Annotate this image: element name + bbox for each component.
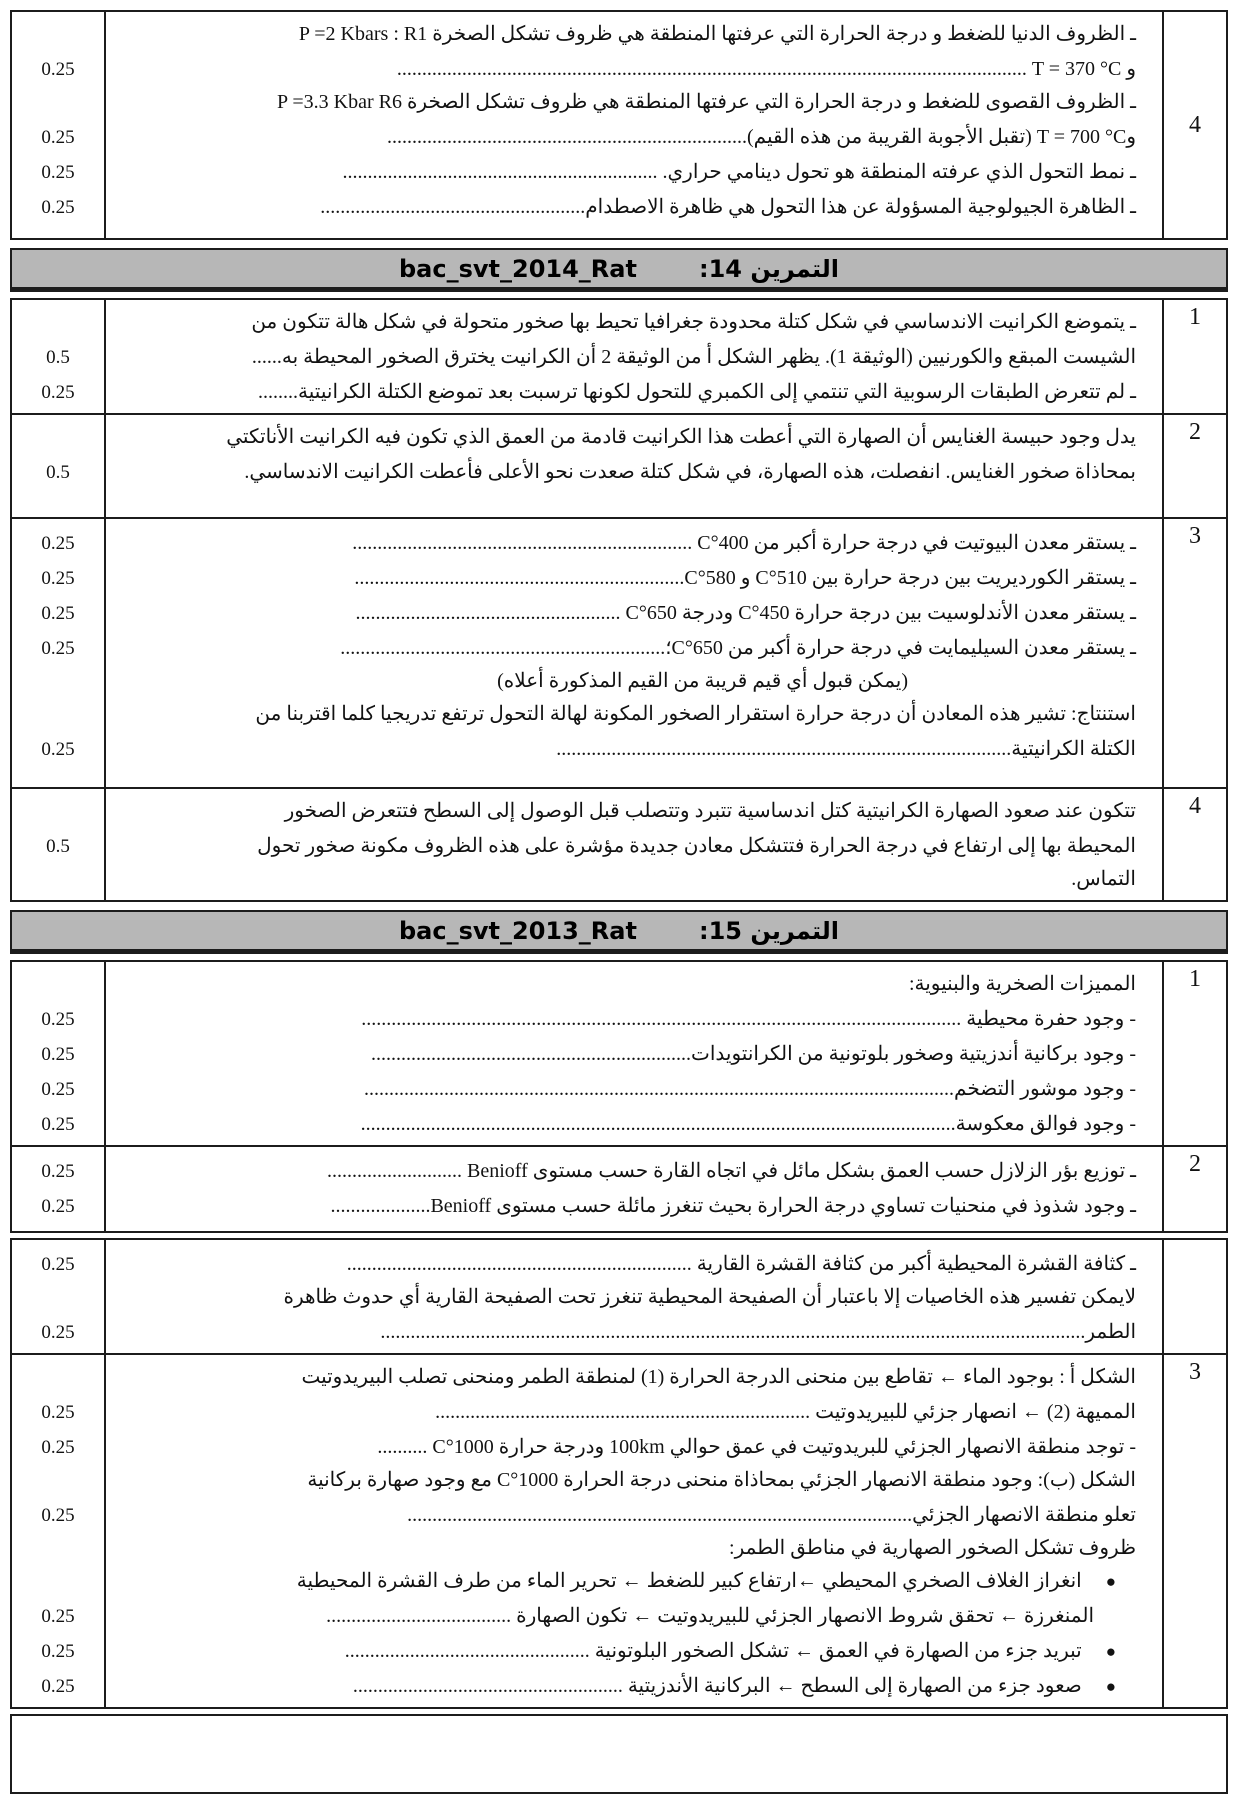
answer-text: - وجود بركانية أندزيتية وصخور بلوتونية من الكرانتويدات................................................................ [371,1043,1136,1065]
answer-line [12,306,1162,339]
answer-lines [12,415,1162,517]
answer-text: - وجود حفرة محيطية ........................................................................................................................ [361,1008,1136,1030]
answer-text: - توجد منطقة الانصهار الجزئي للبريدوتيت في عمق حوالي 100km ودرجة حرارة 1000°C .......... [377,1436,1136,1458]
question-number: 3 [1162,519,1226,787]
bullet-icon: ● [1105,1572,1116,1591]
score-value: 0.25 [41,162,75,183]
score-value: 0.5 [46,347,70,368]
table-row [12,1240,1226,1353]
answer-line [12,18,1162,51]
score-value [12,685,104,687]
table-row [12,1145,1226,1231]
score-value: 0.25 [41,197,75,218]
answer-line [12,51,1162,86]
answer-text: تعلو منطقة الانصهار الجزئي..................................................................................................... [407,1504,1136,1526]
exercise-source: bac_svt_2014_Rat [399,254,637,283]
answer-text: و T = 370 °C .............................................................................................................................. [396,58,1136,80]
answer-text: المميزات الصخرية والبنيوية: [908,973,1136,995]
question-number: 4 [1162,12,1226,238]
score-value: 0.25 [41,1437,75,1458]
answer-text: ـ توزيع بؤر الزلازل حسب العمق بشكل مائل في اتجاه القارة حسب مستوى Benioff ........................... [327,1160,1136,1182]
score-value [12,1552,104,1554]
answer-line [12,374,1162,409]
answer-line [12,630,1162,665]
prev-exercise-q4-table [10,10,1228,240]
question-number [1162,1240,1226,1353]
answer-line [12,421,1162,454]
answer-text: ـ يستقر الكورديريت بين درجة حرارة بين 510°C و 580°C.................................................................. [354,567,1136,589]
score-value: 0.25 [41,1196,75,1217]
answer-line [12,1001,1162,1036]
exercise-15-table-b [10,1238,1228,1709]
answer-line [12,1429,1162,1464]
answer-text: ـ كثافة القشرة المحيطية أكبر من كثافة القشرة القارية ..................................................................... [346,1253,1136,1275]
answer-line [12,863,1162,896]
answer-line [12,665,1162,698]
exercise-title: التمرين 14: [698,254,839,283]
answer-line [12,1598,1162,1633]
table-row [12,300,1226,413]
table-row [12,413,1226,517]
score-value: 0.25 [41,739,75,760]
score-value: 0.25 [41,1254,75,1275]
score-value: 0.25 [41,1009,75,1030]
answer-line [12,1106,1162,1141]
answer-lines [12,519,1162,787]
answer-text: ـ يستقر معدن الأندلوسيت بين درجة حرارة 450°C ودرجة 650°C ..................................................... [355,602,1136,624]
answer-lines [12,789,1162,900]
answer-text: بمحاذاة صخور الغنايس. انفصلت، هذه الصهارة، في شكل كتلة صعدت نحو الأعلى فأعطت الكرانيت الاندساسي. [244,461,1136,483]
score-value: 0.25 [41,1114,75,1135]
score-value: 0.25 [41,59,75,80]
score-value: 0.25 [41,1676,75,1697]
answer-line [12,454,1162,489]
answer-text: الشكل أ : بوجود الماء ← تقاطع بين منحنى الدرجة الحرارة (1) لمنطقة الطمر ومنحنى تصلب البيريدوتيت [301,1366,1136,1388]
answer-line [12,560,1162,595]
answer-lines [12,12,1162,238]
score-value: 0.5 [46,462,70,483]
score-value [12,718,104,720]
score-value: 0.25 [41,382,75,403]
answer-line [12,189,1162,224]
answer-lines [12,1147,1162,1231]
score-value: 0.25 [41,1079,75,1100]
answer-text: ـ الظاهرة الجيولوجية المسؤولة عن هذا التحول هي ظاهرة الاصطدام..................................................... [320,196,1136,218]
score-value: 0.25 [41,1044,75,1065]
question-number: 2 [1162,415,1226,517]
answer-line [12,119,1162,154]
answer-line [12,86,1162,119]
answer-line [12,795,1162,828]
answer-text: ـ الظروف القصوى للضغط و درجة الحرارة التي عرفتها المنطقة هي ظروف تشكل الصخرة P =3.3 Kbar R6 [276,91,1136,113]
answer-text: صعود جزء من الصهارة إلى السطح ← البركانية الأندزيتية ...................................................... [352,1675,1082,1697]
score-value [12,1484,104,1486]
table-row [12,962,1226,1145]
question-number: 4 [1162,789,1226,900]
score-value: 0.25 [41,1641,75,1662]
answer-line [12,1464,1162,1497]
answer-line [12,1361,1162,1394]
score-value [12,1301,104,1303]
answer-line [12,339,1162,374]
score-value: 0.25 [41,568,75,589]
answer-text: التماس. [1071,868,1136,890]
answer-text: المحيطة بها إلى ارتفاع في درجة الحرارة فتتشكل معادن جديدة مؤشرة على هذه الظروف مكونة صخور تحول [257,835,1136,857]
answer-text: يدل وجود حبيسة الغنايس أن الصهارة التي أعطت هذا الكرانيت قادمة من العمق الذي تكون فيه الكرانيت الأناتكتي [226,426,1136,448]
answer-text: المميهة (2) ← انصهار جزئي للبيريدوتيت ........................................................................... [435,1401,1136,1423]
score-value [12,1585,104,1587]
answer-lines [12,1355,1162,1707]
score-value: 0.25 [41,127,75,148]
answer-line [12,731,1162,766]
bullet-icon: ● [1105,1677,1116,1696]
table-row [12,787,1226,900]
exercise-source: bac_svt_2013_Rat [399,916,637,945]
answer-line [12,1071,1162,1106]
question-number: 3 [1162,1355,1226,1707]
question-number: 2 [1162,1147,1226,1231]
table-row [12,12,1226,238]
answer-line [12,1246,1162,1281]
answer-text: تبريد جزء من الصهارة في العمق ← تشكل الصخور البلوتونية ................................................. [344,1640,1082,1662]
section-header-exercise-14 [10,248,1228,292]
answer-line [12,1153,1162,1188]
question-number: 1 [1162,962,1226,1145]
answer-text: (يمكن قبول أي قيم قريبة من القيم المذكورة أعلاه) [497,670,908,692]
exercise-15-table-a [10,960,1228,1233]
score-value [12,1381,104,1383]
answer-line [12,1281,1162,1314]
score-value: 0.25 [41,1161,75,1182]
answer-text: وT = 700 °C (تقبل الأجوبة القريبة من هذه القيم)........................................................................ [387,126,1136,148]
score-value: 0.25 [41,1322,75,1343]
answer-lines [12,300,1162,413]
answer-text: ـ يستقر معدن السيليمايت في درجة حرارة أكبر من 650°C؛................................................................. [340,637,1136,659]
score-value [12,106,104,108]
answer-text: لايمكن تفسير هذه الخاصيات إلا باعتبار أن الصفيحة المحيطية تنغرز تحت الصفيحة القارية أي حدوث ظاهرة [283,1286,1136,1308]
empty-answer-box [10,1714,1228,1794]
score-value: 0.25 [41,1606,75,1627]
answer-text: ـ لم تتعرض الطبقات الرسوبية التي تنتمي إلى الكمبري للتحول لكونها ترسبت بعد تموضع الكتلة الكرانيتية........ [258,381,1136,403]
answer-text: الشيست المبقع والكورنيين (الوثيقة 1). يظهر الشكل أ من الوثيقة 2 أن الكرانيت يخترق الصخور المحيطة به...... [251,346,1136,368]
answer-text: استنتاج: تشير هذه المعادن أن درجة حرارة استقرار الصخور المكونة لهالة التحول ترتفع تدريجيا كلما اقتربنا من [255,703,1136,725]
answer-lines [12,962,1162,1145]
question-number: 1 [1162,300,1226,413]
section-header-exercise-15 [10,910,1228,954]
answer-line [12,1532,1162,1565]
score-value [12,815,104,817]
answer-line [12,1565,1162,1598]
answer-text: ـ يستقر معدن البيوتيت في درجة حرارة أكبر من 400°C .................................................................... [352,532,1136,554]
score-value [12,326,104,328]
score-value [12,883,104,885]
score-value [12,441,104,443]
answer-text: تتكون عند صعود الصهارة الكرانيتية كتل اندساسية تتبرد وتتصلب قبل الوصول إلى السطح فتتعرض الصخور [284,800,1136,822]
answer-text: الشكل (ب): وجود منطقة الانصهار الجزئي بمحاذاة منحنى درجة الحرارة 1000°C مع وجود صهارة بركانية [307,1469,1136,1491]
answer-line [12,1394,1162,1429]
bullet-icon: ● [1105,1642,1116,1661]
table-row [12,517,1226,787]
answer-line [12,595,1162,630]
score-value: 0.25 [41,1505,75,1526]
answer-line [12,1314,1162,1349]
answer-text: - وجود موشور التضخم...................................................................................................................... [364,1078,1136,1100]
answer-line [12,1497,1162,1532]
answer-line [12,1633,1162,1668]
answer-line [12,698,1162,731]
answer-line [12,1036,1162,1071]
answer-text: ـ يتموضع الكرانيت الاندساسي في شكل كتلة محدودة جغرافيا تحيط بها صخور متحولة في شكل هالة تتكون من [251,311,1136,333]
answer-line [12,828,1162,863]
score-value: 0.25 [41,603,75,624]
answer-text: ـ وجود شذوذ في منحنيات تساوي درجة الحرارة بحيث تنغرز مائلة حسب مستوى Benioff.................... [330,1195,1136,1217]
table-row [12,1353,1226,1707]
answer-line [12,525,1162,560]
exercise-14-table [10,298,1228,902]
answer-line [12,1188,1162,1223]
exercise-title: التمرين 15: [698,916,839,945]
answer-text: ـ نمط التحول الذي عرفته المنطقة هو تحول دينامي حراري. ............................................................... [342,161,1136,183]
answer-text: المنغرزة ← تحقق شروط الانصهار الجزئي للبيريدوتيت ← تكون الصهارة ..................................... [326,1605,1094,1627]
answer-text: انغراز الغلاف الصخري المحيطي ←ارتفاع كبير للضغط ← تحرير الماء من طرف القشرة المحيطية [296,1570,1082,1592]
score-value [12,38,104,40]
answer-text: - وجود فوالق معكوسة....................................................................................................................... [360,1113,1136,1135]
answer-text: الطمر............................................................................................................................................. [380,1321,1136,1343]
answer-line [12,1668,1162,1703]
score-value: 0.25 [41,1402,75,1423]
answer-text: ـ الظروف الدنيا للضغط و درجة الحرارة التي عرفتها المنطقة هي ظروف تشكل الصخرة P =2 Kbars : R1 [298,23,1136,45]
answer-text: ظروف تشكل الصخور الصهارية في مناطق الطمر: [729,1537,1136,1559]
score-value [12,988,104,990]
score-value: 0.25 [41,638,75,659]
answer-lines [12,1240,1162,1353]
answer-line [12,968,1162,1001]
answer-line [12,154,1162,189]
score-value: 0.25 [41,533,75,554]
score-value: 0.5 [46,836,70,857]
answer-text: الكتلة الكرانيتية........................................................................................... [556,738,1136,760]
